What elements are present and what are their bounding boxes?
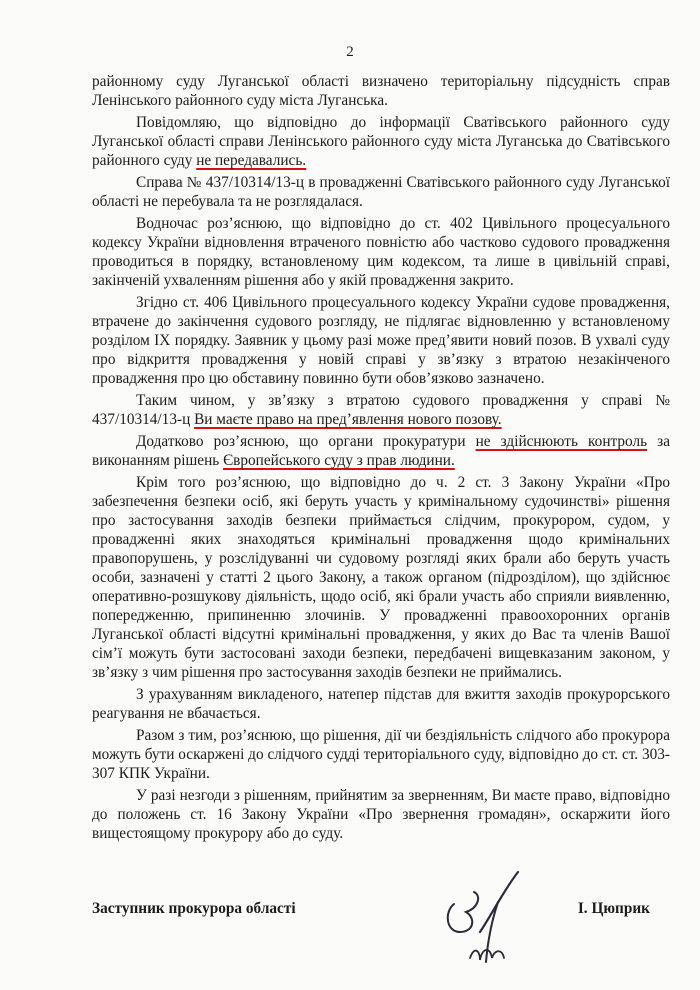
letter-body <box>92 72 670 846</box>
text-segment: за виконанням рішень <box>92 433 671 469</box>
paragraph <box>92 72 670 110</box>
signature-block <box>92 900 670 930</box>
page-number: 2 <box>346 44 354 60</box>
text-segment: Додатково роз’яснюю, що органи прокуратури <box>136 433 476 450</box>
paragraph <box>92 432 670 470</box>
signer-title: Заступник прокурора області <box>92 900 296 917</box>
text-segment: З урахуванням викладеного, натепер підстав для вжиття заходів прокурорського реагування не вбачається. <box>92 686 670 722</box>
text-segment: Таким чином, у зв’язку з втратою судового провадження у справі № 437/10314/13-ц <box>92 392 670 428</box>
signer-name: І. Цюприк <box>577 900 650 917</box>
text-segment: районному суду Луганської області визначено територіальну підсудність справ Ленінського районного суду міста Луганська. <box>92 73 670 109</box>
paragraph <box>92 726 670 783</box>
paragraph <box>92 214 670 290</box>
text-segment: Крім того роз’яснюю, що відповідно до ч. 2 ст. 3 Закону України «Про забезпечення безпеки осіб, які беруть участь у кримінальному судочинстві» рішення про застосування заходів безпеки приймається слідчим, прокурором, судом, у провадженні яких знаходяться кримінальні провадження щодо кримінальних правопорушень, у розслідуванні чи судовому розгляді яких брали або беруть участь особи, зазначені у статті 2 цього Закону, а також органом (підрозділом), що здійснює оперативно-розшукову діяльність, щодо осіб, які брали участь або сприяли виявленню, попередженню, припиненню злочинів. У провадженні правоохоронних органів Луганської області відсутні кримінальні провадження, у яких до Вас та членів Вашої сім’ї можуть бути застосовані заходи безпеки, передбачені вищевказаним законом, у зв’язку з чим рішення про застосування заходів безпеки не приймались. <box>92 474 670 681</box>
text-segment: Повідомляю, що відповідно до інформації Сватівського районного суду Луганської області справи Ленінського районного суду міста Луганська до Сватівського районного суду <box>92 114 670 169</box>
underlined-phrase: не здійснюють контроль <box>475 433 648 450</box>
paragraph <box>92 293 670 388</box>
paragraph <box>92 685 670 723</box>
text-segment: У разі незгоди з рішенням, прийнятим за зверненням, Ви маєте право, відповідно до положень ст. 16 Закону України «Про звернення громадян», оскаржити його вищестоящому прокурору або до суду. <box>92 787 670 842</box>
text-segment: Справа № 437/10314/13-ц в провадженні Сватівського районного суду Луганської області не перебувала та не розглядалася. <box>92 174 670 210</box>
text-segment: Водночас роз’яснюю, що відповідно до ст. 402 Цивільного процесуального кодексу України відновлення втраченого повністю або частково судового провадження проводиться в порядку, встановленому цим кодексом, та лише в цивільній справі, закінченій ухваленням рішення або у якій провадження закрито. <box>92 215 670 289</box>
paragraph <box>92 473 670 682</box>
text-segment: Разом з тим, роз’яснюю, що рішення, дії чи бездіяльність слідчого або прокурора можуть бути оскаржені до слідчого судді територіального суду, відповідно до ст. ст. 303-307 КПК України. <box>92 727 670 782</box>
paragraph <box>92 786 670 843</box>
underlined-phrase: Європейського суду з прав людини. <box>223 452 455 469</box>
text-segment: Згідно ст. 406 Цивільного процесуального кодексу України судове провадження, втрачене до закінчення судового розгляду, не підлягає відновленню у встановленому розділом IX порядку. Заявник у цьому разі може пред’явити новий позов. В ухвалі суду про відкриття провадження у новій справі у зв’язку з втратою незакінченого провадження про цю обставину повинно бути обов’язково зазначено. <box>92 294 670 387</box>
paragraph <box>92 173 670 211</box>
underlined-phrase: Ви маєте право на пред’явлення нового позову. <box>194 411 502 428</box>
paragraph <box>92 113 670 170</box>
paragraph <box>92 391 670 429</box>
underlined-phrase: не передавались. <box>196 152 307 169</box>
